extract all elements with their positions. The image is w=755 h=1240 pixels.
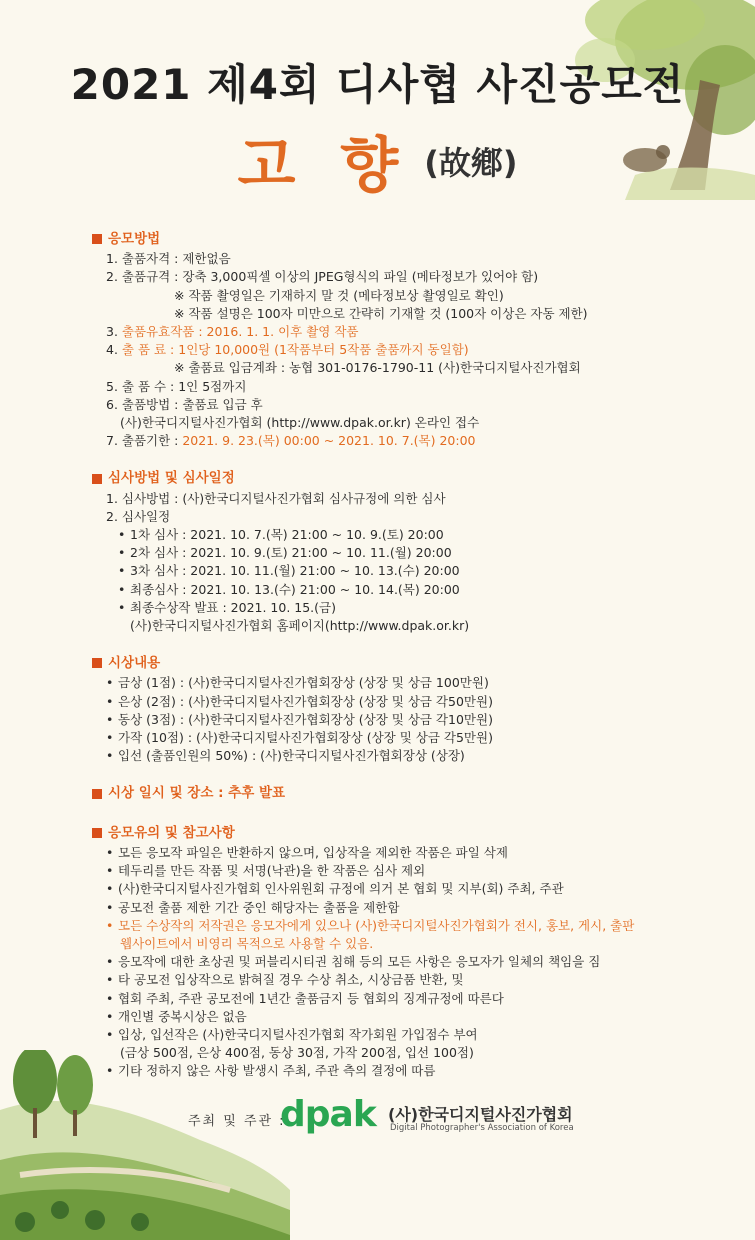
heading-square-icon	[92, 658, 102, 668]
heading-square-icon	[92, 234, 102, 244]
note-item: • 테두리를 만든 작품 및 서명(낙관)을 한 작품은 심사 제외	[92, 862, 712, 880]
subtitle-hanja: (故鄕)	[424, 144, 518, 182]
award-item: • 입선 (출품인원의 50%) : (사)한국디지털사진가협회장상 (상장)	[92, 747, 712, 765]
section-heading-awards: 시상내용	[92, 654, 712, 672]
apply-note: ※ 작품 촬영일은 기재하지 말 것 (메타정보상 촬영일로 확인)	[174, 287, 504, 303]
apply-line: 7. 출품기한 : 2021. 9. 23.(목) 00:00 ~ 2021. 10. 7.(목) 20:00	[106, 433, 476, 449]
note-item-copyright: • 모든 수상작의 저작권은 응모자에게 있으나 (사)한국디지털사진가협회가 전시, 홍보, 게시, 출판	[92, 917, 712, 935]
org-name-en: Digital Photographer's Association of Korea	[390, 1123, 574, 1133]
section-heading-notes: 응모유의 및 참고사항	[92, 824, 712, 842]
poster-subtitle	[0, 118, 755, 204]
footer-host	[188, 1094, 608, 1138]
dpak-logo: dpak	[280, 1094, 376, 1135]
section-heading-judge: 심사방법 및 심사일정	[92, 469, 712, 487]
note-item: • 공모전 출품 제한 기간 중인 해당자는 출품을 제한함	[92, 899, 712, 917]
award-item: • 가작 (10점) : (사)한국디지털사진가협회장상 (상장 및 상금 각5만원)	[92, 729, 712, 747]
apply-line: 5. 출 품 수 : 1인 5점까지	[106, 378, 247, 394]
judge-schedule-item: • 최종수상작 발표 : 2021. 10. 15.(금)	[92, 599, 712, 617]
note-item-copyright-cont: 웹사이트에서 비영리 목적으로 사용할 수 있음.	[120, 935, 374, 951]
apply-line: 1. 출품자격 : 제한없음	[106, 251, 231, 267]
award-item: • 금상 (1점) : (사)한국디지털사진가협회장상 (상장 및 상금 100만원)	[92, 674, 712, 692]
apply-line: 2. 출품규격 : 장축 3,000픽셀 이상의 JPEG형식의 파일 (메타정보가 있어야 함)	[106, 269, 539, 285]
heading-square-icon	[92, 474, 102, 484]
org-name: (사)한국디지털사진가협회	[388, 1105, 573, 1124]
heading-square-icon	[92, 789, 102, 799]
note-item: • 응모작에 대한 초상권 및 퍼블리시티권 침해 등의 모든 사항은 응모자가 일체의 책임을 짐	[92, 953, 712, 971]
content-body	[92, 230, 712, 1081]
poster-title: 2021 제4회 디사협 사진공모전	[70, 60, 685, 109]
note-item: • 기타 정하지 않은 사항 발생시 주최, 주관 측의 결정에 따름	[92, 1062, 712, 1080]
note-item: • 협회 주최, 주관 공모전에 1년간 출품금지 등 협회의 징계규정에 따른다	[92, 990, 712, 1008]
award-item: • 동상 (3점) : (사)한국디지털사진가협회장상 (상장 및 상금 각10만원)	[92, 711, 712, 729]
host-label: 주최 및 주관 :	[188, 1114, 286, 1129]
judge-line: 1. 심사방법 : (사)한국디지털사진가협회 심사규정에 의한 심사	[106, 490, 446, 506]
judge-schedule-item: • 1차 심사 : 2021. 10. 7.(목) 21:00 ~ 10. 9.(토) 20:00	[92, 526, 712, 544]
apply-note: ※ 작품 설명은 100자 미만으로 간략히 기재할 것 (100자 이상은 자동 제한)	[174, 305, 588, 321]
judge-schedule-item: • 2차 심사 : 2021. 10. 9.(토) 21:00 ~ 10. 11.(월) 20:00	[92, 544, 712, 562]
apply-note: ※ 출품료 입금계좌 : 농협 301-0176-1790-11 (사)한국디지털사진가협회	[174, 360, 581, 376]
judge-line: 2. 심사일정	[106, 508, 171, 524]
apply-line: 3. 출품유효작품 : 2016. 1. 1. 이후 촬영 작품	[106, 324, 359, 340]
section-heading-apply: 응모방법	[92, 230, 712, 248]
subtitle-theme: 고 향	[237, 131, 411, 201]
award-item: • 은상 (2점) : (사)한국디지털사진가협회장상 (상장 및 상금 각50만원)	[92, 693, 712, 711]
judge-schedule-item: • 최종심사 : 2021. 10. 13.(수) 21:00 ~ 10. 14.(목) 20:00	[92, 581, 712, 599]
note-item: • (사)한국디지털사진가협회 인사위원회 규정에 의거 본 협회 및 지부(회) 주최, 주관	[92, 880, 712, 898]
apply-note: (사)한국디지털사진가협회 (http://www.dpak.or.kr) 온라인 접수	[120, 415, 480, 431]
judge-schedule-item: • 3차 심사 : 2021. 10. 11.(월) 21:00 ~ 10. 13.(수) 20:00	[92, 562, 712, 580]
heading-square-icon	[92, 828, 102, 838]
apply-line: 4. 출 품 료 : 1인당 10,000원 (1작품부터 5작품 출품까지 동일함)	[106, 342, 469, 358]
note-item: • 입상, 입선작은 (사)한국디지털사진가협회 작가회원 가입점수 부여	[92, 1026, 712, 1044]
note-item: • 모든 응모작 파일은 반환하지 않으며, 입상작을 제외한 작품은 파일 삭제	[92, 844, 712, 862]
note-item: • 타 공모전 입상작으로 밝혀질 경우 수상 취소, 시상금품 반환, 및	[92, 971, 712, 989]
note-item: • 개인별 중복시상은 없음	[92, 1008, 712, 1026]
section-heading-ceremony: 시상 일시 및 장소 : 추후 발표	[92, 784, 712, 802]
apply-line: 6. 출품방법 : 출품료 입금 후	[106, 396, 263, 412]
note-item-cont: (금상 500점, 은상 400점, 동상 30점, 가작 200점, 입선 100점)	[120, 1045, 474, 1061]
judge-schedule-note: (사)한국디지털사진가협회 홈페이지(http://www.dpak.or.kr)	[130, 618, 470, 634]
